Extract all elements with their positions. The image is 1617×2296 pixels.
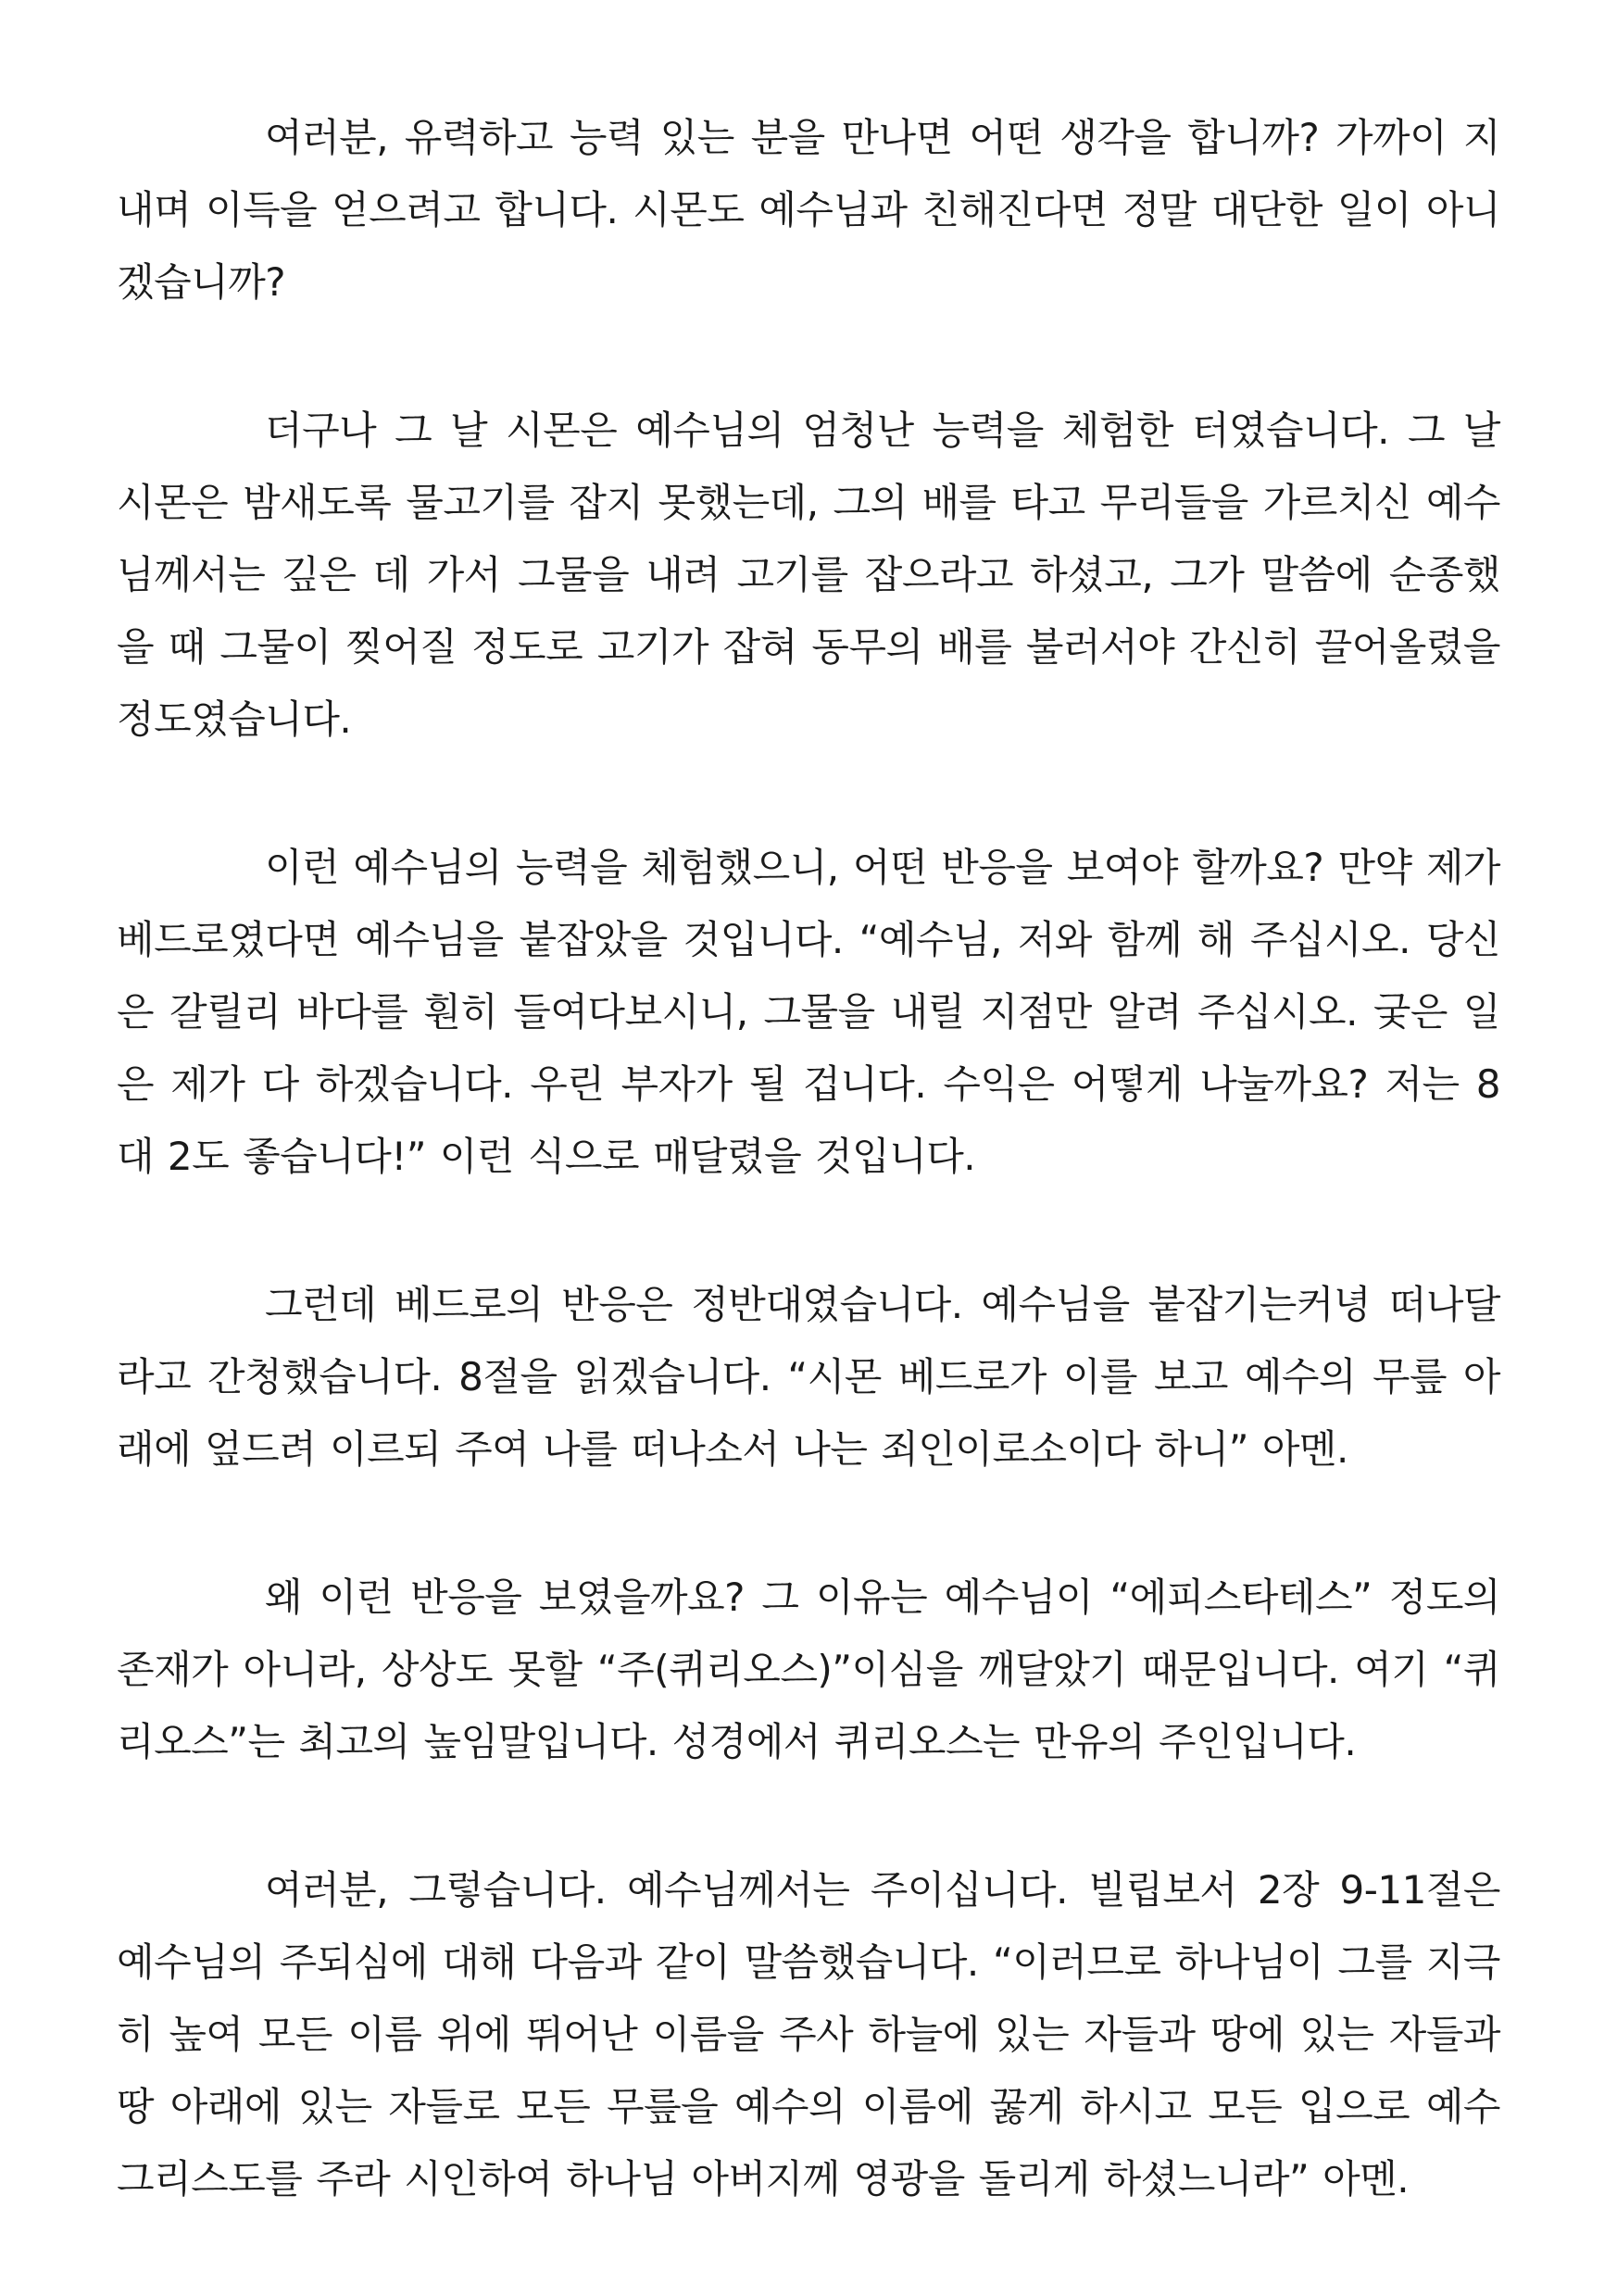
paragraph-5: 왜 이런 반응을 보였을까요? 그 이유는 예수님이 “에피스타테스” 정도의 존재가 아니라, 상상도 못할 “주(퀴리오스)”이심을 깨달았기 때문입니다. 여기 “퀴리오스”는 최고의 높임말입니다. 성경에서 퀴리오스는 만유의 주인입니다. bbox=[117, 1575, 1500, 1764]
paragraph-1: 여러분, 유력하고 능력 있는 분을 만나면 어떤 생각을 합니까? 가까이 지내며 이득을 얻으려고 합니다. 시몬도 예수님과 친해진다면 정말 대단한 일이 아니겠습니까? bbox=[117, 115, 1500, 305]
paragraph-4: 그런데 베드로의 반응은 정반대였습니다. 예수님을 붙잡기는커녕 떠나달라고 간청했습니다. 8절을 읽겠습니다. “시몬 베드로가 이를 보고 예수의 무릎 아래에 엎드려 이르되 주여 나를 떠나소서 나는 죄인이로소이다 하니” 아멘. bbox=[117, 1282, 1500, 1472]
paragraph-3: 이런 예수님의 능력을 체험했으니, 어떤 반응을 보여야 할까요? 만약 제가 베드로였다면 예수님을 붙잡았을 것입니다. “예수님, 저와 함께 해 주십시오. 당신은 갈릴리 바다를 훤히 들여다보시니, 그물을 내릴 지점만 알려 주십시오. 궂은 일은 제가 다 하겠습니다. 우린 부자가 될 겁니다. 수익은 어떻게 나눌까요? 저는 8대 2도 좋습니다!” 이런 식으로 매달렸을 것입니다. bbox=[117, 845, 1500, 1179]
paragraph-2: 더구나 그 날 시몬은 예수님의 엄청난 능력을 체험한 터였습니다. 그 날 시몬은 밤새도록 물고기를 잡지 못했는데, 그의 배를 타고 무리들을 가르치신 예수님께서는 깊은 데 가서 그물을 내려 고기를 잡으라고 하셨고, 그가 말씀에 순종했을 때 그물이 찢어질 정도로 고기가 잡혀 동무의 배를 불러서야 간신히 끌어올렸을 정도였습니다. bbox=[117, 408, 1500, 742]
paragraph-6: 여러분, 그렇습니다. 예수님께서는 주이십니다. 빌립보서 2장 9-11절은 예수님의 주되심에 대해 다음과 같이 말씀했습니다. “이러므로 하나님이 그를 지극히 높여 모든 이름 위에 뛰어난 이름을 주사 하늘에 있는 자들과 땅에 있는 자들과 땅 아래에 있는 자들로 모든 무릎을 예수의 이름에 꿇게 하시고 모든 입으로 예수 그리스도를 주라 시인하여 하나님 아버지께 영광을 돌리게 하셨느니라” 아멘. bbox=[117, 1867, 1500, 2202]
